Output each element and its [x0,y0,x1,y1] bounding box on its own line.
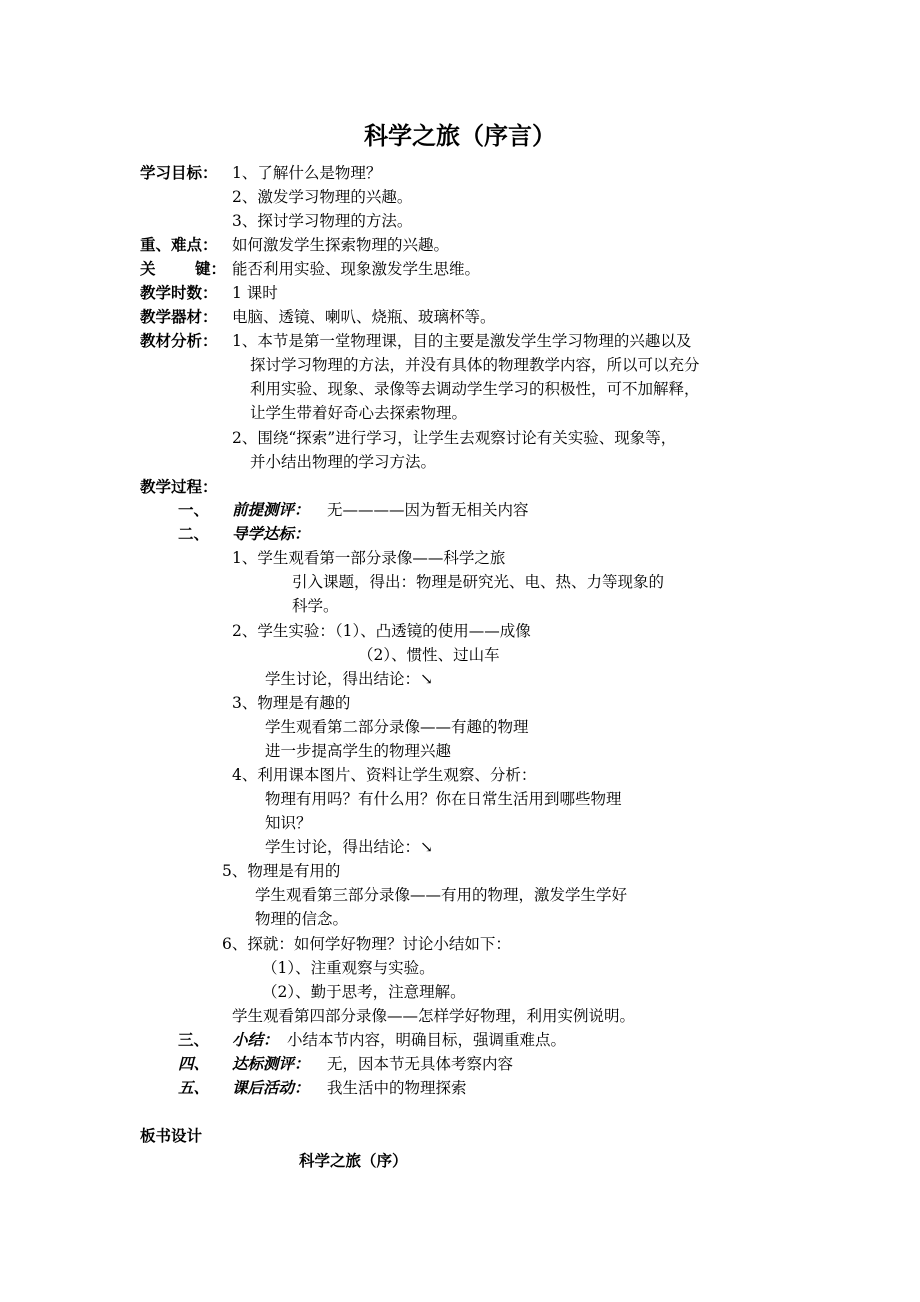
process-item: 学生观看第二部分录像——有趣的物理 [265,718,529,736]
process-item: 学生讨论，得出结论：↘ [265,670,433,688]
process-item: 知识？ [265,814,312,832]
section-number: 一、 [178,501,210,519]
section-number: 五、 [178,1079,210,1097]
difficulty-text: 如何激发学生探索物理的兴趣。 [232,236,450,254]
process-item: 进一步提高学生的物理兴趣 [265,742,452,760]
process-item: 2、学生实验：（1）、凸透镜的使用——成像 [232,622,531,640]
equipment-text: 电脑、透镜、喇叭、烧瓶、玻璃杯等。 [232,308,496,326]
process-item: 4、利用课本图片、资料让学生观察、分析： [232,766,537,784]
section-text: 无————因为暂无相关内容 [327,501,529,519]
section-text: 小结本节内容，明确目标，强调重难点。 [287,1031,567,1049]
process-label: 教学过程： [140,478,218,496]
process-item: 学生讨论，得出结论：↘ [265,838,433,856]
process-item: （2）、勤于思考，注意理解。 [262,983,466,1001]
analysis-line: 2、围绕“探索”进行学习，让学生去观察讨论有关实验、现象等， [232,429,677,447]
process-item: 引入课题，得出：物理是研究光、电、热、力等现象的 [292,573,665,591]
section-text: 我生活中的物理探索 [327,1079,467,1097]
section-number: 四、 [178,1055,210,1073]
process-item: 学生观看第四部分录像——怎样学好物理，利用实例说明。 [232,1007,636,1025]
process-item: 1、学生观看第一部分录像——科学之旅 [232,549,506,567]
section-number: 二、 [178,525,210,543]
analysis-label: 教材分析： [140,332,218,350]
section-title: 前提测评： [232,501,310,519]
analysis-line: 探讨学习物理的方法，并没有具体的物理教学内容，所以可以充分 [250,356,700,374]
key-text: 能否利用实验、现象激发学生思维。 [232,260,481,278]
process-item: 物理的信念。 [255,910,349,928]
process-item: （2）、惯性、过山车 [358,646,500,664]
section-text: 无，因本节无具体考察内容 [327,1055,514,1073]
process-item: （1）、注重观察与实验。 [262,959,435,977]
process-item: 物理有用吗？有什么用？你在日常生活用到哪些物理 [265,790,622,808]
analysis-line: 1、本节是第一堂物理课，目的主要是激发学生学习物理的兴趣以及 [232,332,692,350]
board-title: 科学之旅（序） [299,1152,408,1170]
process-item: 科学。 [292,597,339,615]
analysis-line: 并小结出物理的学习方法。 [250,453,437,471]
section-title: 课后活动： [232,1079,310,1097]
analysis-line: 让学生带着好奇心去探索物理。 [250,404,468,422]
equipment-label: 教学器材： [140,308,218,326]
page-title: 科学之旅（序言） [364,122,556,150]
process-item: 3、物理是有趣的 [232,694,351,712]
section-title: 达标测评： [232,1055,310,1073]
board-label: 板书设计 [140,1127,203,1145]
goal-item: 2、激发学习物理的兴趣。 [232,188,413,206]
analysis-line: 利用实验、现象、录像等去调动学生学习的积极性，可不加解释， [250,380,700,398]
section-title: 小结： [232,1031,279,1049]
time-label: 教学时数： [140,284,218,302]
difficulty-label: 重、难点： [140,236,218,254]
key-label-b: 键： [195,260,227,278]
goal-item: 1、了解什么是物理？ [232,164,382,182]
goal-item: 3、探讨学习物理的方法。 [232,212,413,230]
process-item: 5、物理是有用的 [222,862,341,880]
time-text: 1 课时 [232,284,278,302]
key-label-a: 关 [140,260,156,278]
process-item: 学生观看第三部分录像——有用的物理，激发学生学好 [255,886,628,904]
section-title: 导学达标： [232,525,310,543]
goals-label: 学习目标： [140,164,218,182]
process-item: 6、探就：如何学好物理？讨论小结如下： [222,935,511,953]
section-number: 三、 [178,1031,210,1049]
